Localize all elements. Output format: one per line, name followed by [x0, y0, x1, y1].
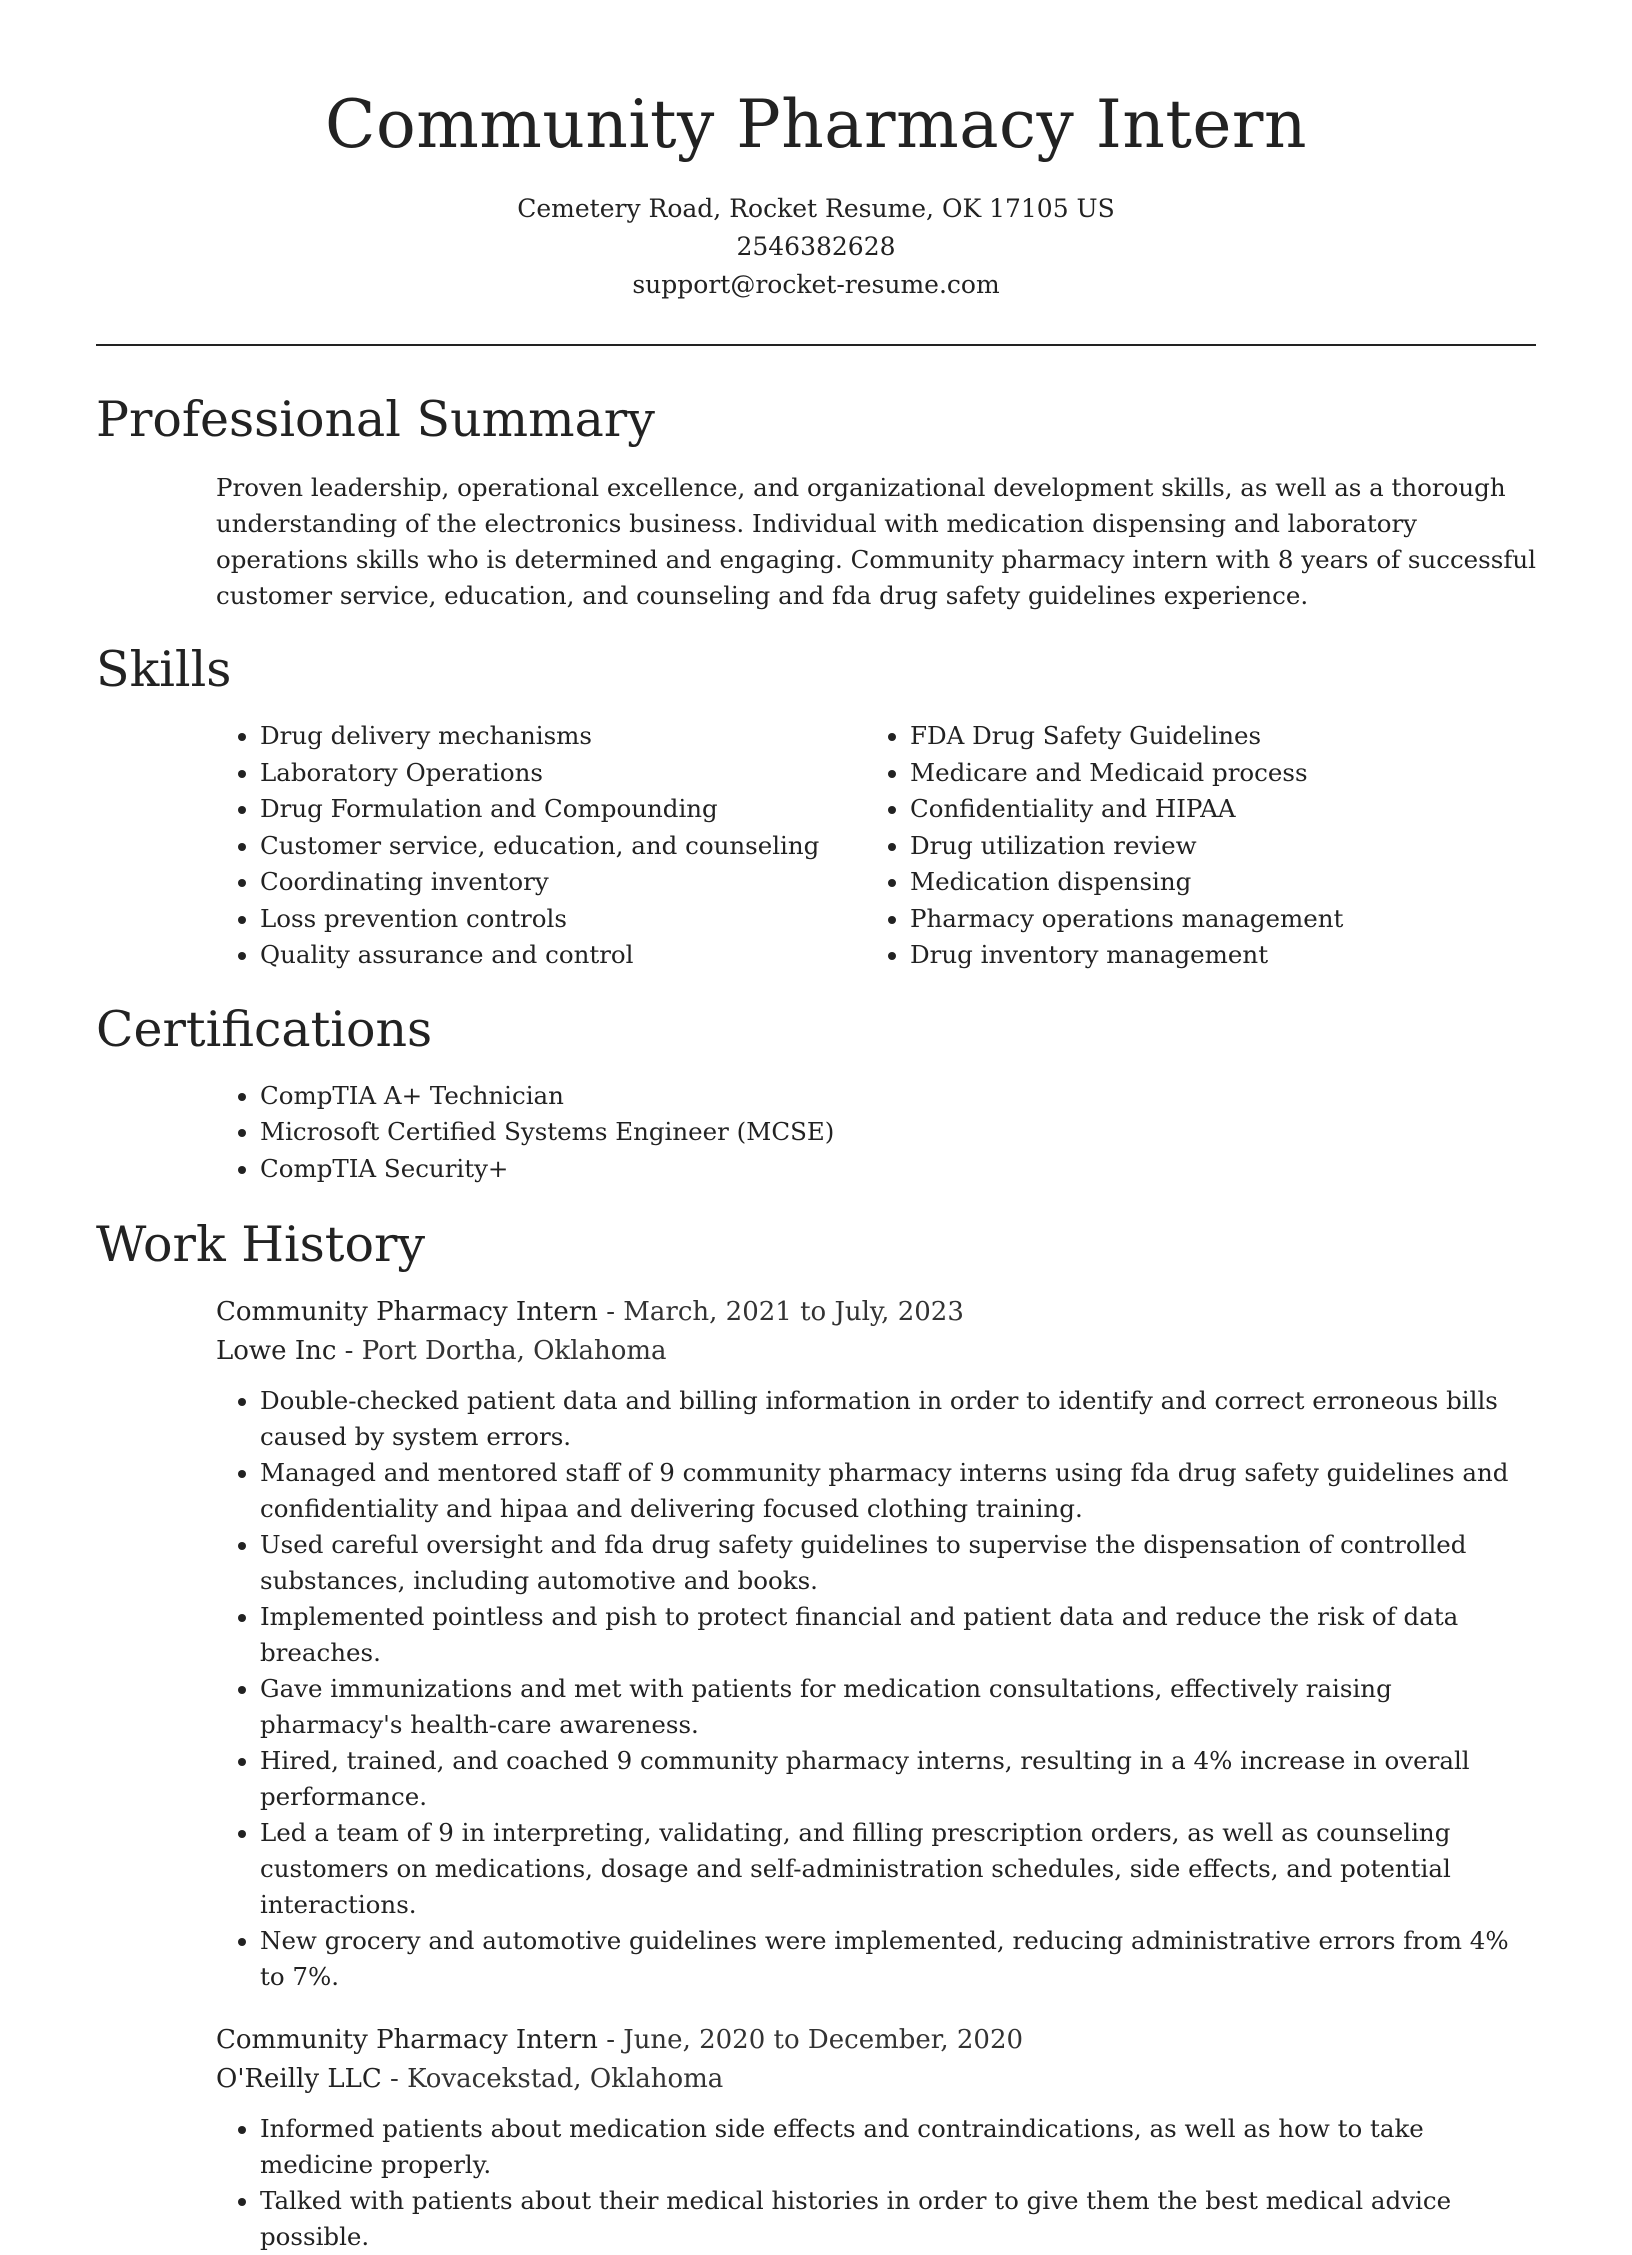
job-separator: - [381, 2064, 408, 2094]
certification-item: • CompTIA Security+ [260, 1151, 1536, 1188]
skill-item: • Pharmacy operations management [910, 901, 1516, 938]
job-company-line [216, 1332, 1536, 1371]
skills-heading: Skills [96, 641, 232, 698]
contact-address: Cemetery Road, Rocket Resume, OK 17105 US [517, 194, 1115, 223]
skill-item: • FDA Drug Safety Guidelines [910, 718, 1516, 755]
skill-item: • Drug utilization review [910, 828, 1516, 865]
header-divider [96, 344, 1536, 346]
job-company-line [216, 2060, 1536, 2099]
job-separator: - [597, 1297, 624, 1327]
contact-phone: 2546382628 [736, 232, 896, 261]
skills-section [96, 640, 1536, 974]
job-separator: - [597, 2025, 624, 2055]
skill-item: • Customer service, education, and counseling [260, 828, 866, 865]
job-location: Port Dortha, Oklahoma [361, 1336, 667, 1366]
skill-item: • Confidentiality and HIPAA [910, 791, 1516, 828]
skill-item: • Medicare and Medicaid process [910, 755, 1516, 792]
skill-item: • Drug delivery mechanisms [260, 718, 866, 755]
job-bullet: • Talked with patients about their medical histories in order to give them the best medical advice possible. [260, 2183, 1536, 2255]
job-role: Community Pharmacy Intern [216, 1297, 598, 1327]
job-location: Kovacekstad, Oklahoma [407, 2064, 724, 2094]
job-bullets [216, 1383, 1536, 1995]
work-history-heading: Work History [96, 1216, 426, 1273]
job-bullet: • Managed and mentored staff of 9 community pharmacy interns using fda drug safety guidelines and confidentiality and hipaa and delivering focused clothing training. [260, 1455, 1536, 1527]
job-header [216, 2021, 1536, 2099]
skills-list-right [866, 718, 1516, 974]
job-title-line [216, 2021, 1536, 2060]
skill-item: • Drug inventory management [910, 937, 1516, 974]
skill-item: • Medication dispensing [910, 864, 1516, 901]
resume-page [96, 0, 1536, 2255]
job-bullet: • Led a team of 9 in interpreting, validating, and filling prescription orders, as well as counseling customers on medications, dosage and self-administration schedules, side effects, and potential interactions. [260, 1815, 1536, 1923]
job-dates: March, 2021 to July, 2023 [623, 1297, 964, 1327]
summary-heading: Professional Summary [96, 391, 655, 448]
certifications-list [216, 1078, 1536, 1188]
job-bullet: • Double-checked patient data and billing information in order to identify and correct erroneous bills caused by system errors. [260, 1383, 1536, 1455]
job-entry [216, 1293, 1536, 1995]
job-bullet: • Used careful oversight and fda drug safety guidelines to supervise the dispensation of controlled substances, including automotive and books. [260, 1527, 1536, 1599]
summary-text: Proven leadership, operational excellence, and organizational development skills, as well as a thorough understanding of the electronics business. Individual with medication dispensing and laboratory operations skills who is determined and engaging. Community pharmacy intern with 8 years of successful customer service, education, and counseling and fda drug safety guidelines experience. [216, 473, 1537, 610]
job-role: Community Pharmacy Intern [216, 2025, 598, 2055]
job-title-line [216, 1293, 1536, 1332]
certifications-section [96, 1000, 1536, 1188]
candidate-name: Community Pharmacy Intern [324, 86, 1307, 163]
skills-columns [216, 718, 1536, 974]
job-bullet: • New grocery and automotive guidelines were implemented, reducing administrative errors from 4% to 7%. [260, 1923, 1536, 1995]
job-bullet: • Implemented pointless and pish to protect financial and patient data and reduce the risk of data breaches. [260, 1599, 1536, 1671]
skill-item: • Quality assurance and control [260, 937, 866, 974]
job-bullets [216, 2111, 1536, 2255]
skills-list-left [216, 718, 866, 974]
job-header [216, 1293, 1536, 1371]
job-company: O'Reilly LLC [216, 2064, 382, 2094]
skill-item: • Drug Formulation and Compounding [260, 791, 866, 828]
contact-block [96, 190, 1536, 304]
contact-email: support@rocket-resume.com [632, 270, 1000, 299]
job-separator: - [336, 1336, 362, 1366]
job-bullet: • Gave immunizations and met with patients for medication consultations, effectively raising pharmacy's health-care awareness. [260, 1671, 1536, 1743]
job-entry [216, 2021, 1536, 2255]
work-history-section [96, 1215, 1536, 2255]
skill-item: • Laboratory Operations [260, 755, 866, 792]
certifications-heading: Certifications [96, 1000, 433, 1058]
summary-section [96, 390, 1536, 614]
certification-item: • Microsoft Certified Systems Engineer (MCSE) [260, 1114, 1536, 1151]
job-company: Lowe Inc [216, 1336, 337, 1366]
skill-item: • Coordinating inventory [260, 864, 866, 901]
job-bullet: • Informed patients about medication side effects and contraindications, as well as how to take medicine properly. [260, 2111, 1536, 2183]
certification-item: • CompTIA A+ Technician [260, 1078, 1536, 1115]
job-bullet: • Hired, trained, and coached 9 community pharmacy interns, resulting in a 4% increase in overall performance. [260, 1743, 1536, 1815]
skill-item: • Loss prevention controls [260, 901, 866, 938]
job-dates: June, 2020 to December, 2020 [623, 2025, 1024, 2055]
